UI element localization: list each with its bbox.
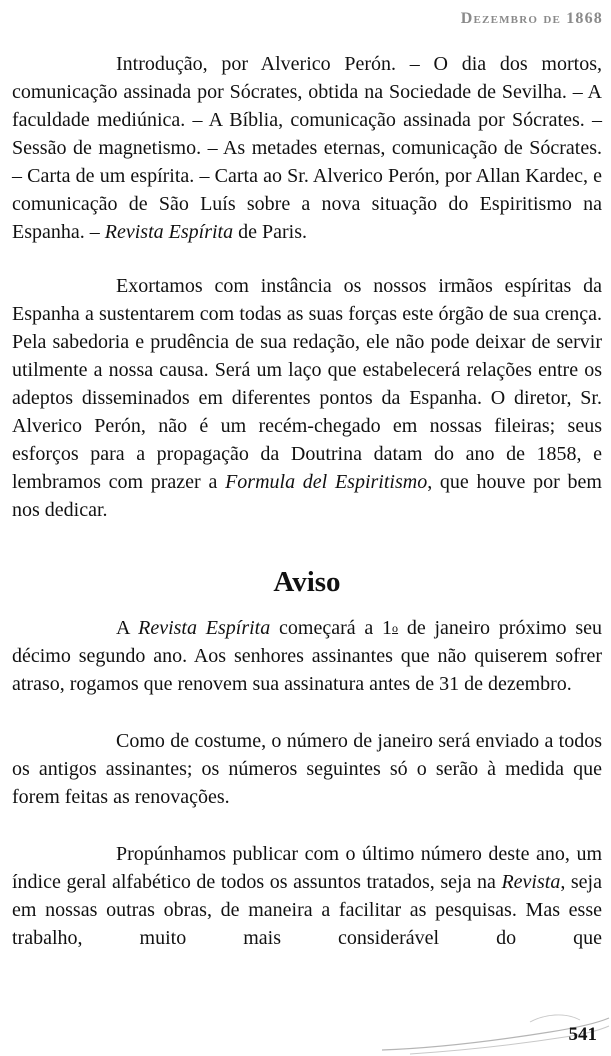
text-run: Introdução, por Alverico Perón. – O dia dos mortos, comunicação assinada por Sócrates, obtida na Sociedade de Sevilha. – A faculdade mediúnica. – A Bíblia, comunicação assinada por Sócrates. – Sessão de magnetismo. – As metades eternas, comunicação de Sócrates. – Carta de um espírita. – Carta ao Sr. Alverico Perón, por Allan Kardec, e comunicação de São Luís sobre a nova situação do Espiritismo na Espanha. –: [12, 53, 602, 243]
text-run: de janeiro próximo seu décimo segundo ano. Aos senhores assinantes que não quiserem sofrer atraso, rogamos que renovem sua assinatura antes de 31 de dezembro.: [12, 617, 602, 695]
page-body: [12, 50, 602, 952]
italic-title: Revista: [501, 871, 561, 893]
paragraph-notice-3: [12, 840, 602, 952]
text-run: , seja em nossas outras obras, de maneira a facilitar as pesquisas. Mas esse trabalho, muito mais considerável do que: [12, 871, 602, 949]
italic-title: Formula del Espiritismo: [225, 471, 428, 493]
page-number: 541: [568, 1024, 597, 1045]
section-heading: Aviso: [273, 566, 341, 598]
paragraph-notice-2: [12, 727, 602, 811]
running-header: Dezembro de 1868: [460, 10, 603, 27]
paragraph-exhortation: [12, 272, 602, 524]
text-run: A: [116, 617, 139, 639]
text-run: de Paris.: [233, 221, 307, 243]
italic-title: Revista Espírita: [104, 221, 234, 243]
text-run: Propúnhamos publicar com o último número deste ano, um índice geral alfabético de todos os assuntos tratados, seja na: [12, 843, 602, 893]
paragraph-notice-1: [12, 614, 602, 698]
italic-title: Revista Espírita: [138, 617, 271, 639]
text-run: Exortamos com instância os nossos irmãos espíritas da Espanha a sustentarem com todas as suas forças este órgão de sua crença. Pela sabedoria e prudência de sua redação, ele não pode deixar de servir utilmente a nossa causa. Será um laço que estabelecerá relações entre os adeptos disseminados em diferentes pontos da Espanha. O diretor, Sr. Alverico Perón, não é um recém-chegado em nossas fileiras; seus esforços para a propagação da Doutrina datam do ano de 1858, e lembramos com prazer a: [12, 275, 602, 493]
text-run: Como de costume, o número de janeiro será enviado a todos os antigos assinantes; os números seguintes só o serão à medida que forem feitas as renovações.: [12, 730, 602, 808]
paragraph-contents-list: [12, 50, 602, 246]
ordinal-superscript: o: [392, 621, 399, 635]
text-run: , que houve por bem nos dedicar.: [12, 471, 602, 521]
text-run: começará a 1: [270, 617, 393, 639]
